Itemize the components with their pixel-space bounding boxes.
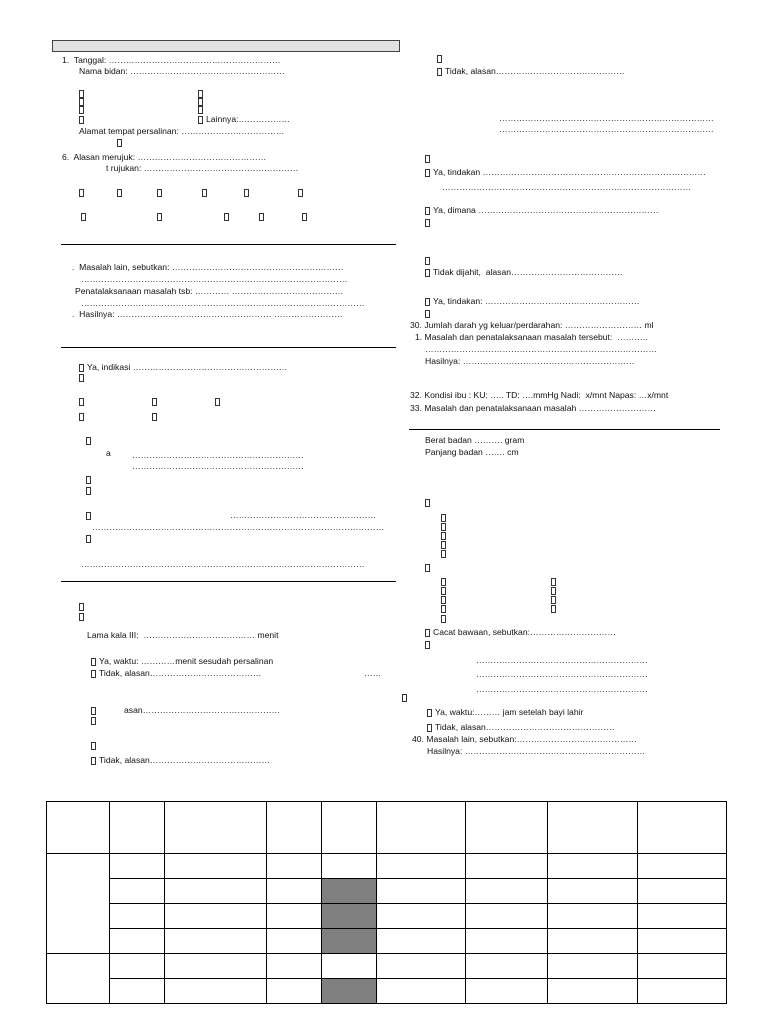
checkbox[interactable] (86, 487, 91, 495)
form-header-bar (52, 40, 400, 52)
table-header-row (47, 802, 727, 854)
table-row (47, 979, 727, 1004)
masalah-33-field: 33. Masalah dan penatalaksanaan masalah ……………………… (410, 403, 656, 413)
tidak-alasan-field: Tidak, alasan………………………………… (99, 668, 262, 678)
table-cell[interactable] (548, 904, 638, 929)
table-cell (548, 802, 638, 854)
table-cell[interactable] (548, 929, 638, 954)
tempat-rujukan-field: t rujukan: ……………………………………………… (106, 163, 299, 173)
table-cell[interactable] (110, 979, 165, 1004)
section-divider (61, 347, 396, 348)
checkbox[interactable] (79, 413, 84, 421)
dotted-line: …… (364, 668, 382, 678)
tanggal-field: 1. Tanggal: …………………………………………………… (62, 55, 281, 65)
checkbox[interactable] (157, 213, 162, 221)
checkbox[interactable] (79, 398, 84, 406)
masalah-lain-40-field: 40. Masalah lain, sebutkan:…………………………………… (412, 734, 637, 744)
checkbox[interactable] (79, 98, 84, 106)
checkbox[interactable] (91, 717, 96, 725)
checkbox[interactable] (441, 523, 446, 531)
checkbox[interactable] (425, 219, 430, 227)
checkbox[interactable] (244, 189, 249, 197)
checkbox[interactable] (298, 189, 303, 197)
jumlah-darah-field: 30. Jumlah darah yg keluar/perdarahan: ……………………… ml (410, 320, 654, 330)
monitoring-table (46, 801, 727, 1004)
table-cell[interactable] (165, 879, 267, 904)
checkbox[interactable] (551, 587, 556, 595)
alasan-merujuk-field: 6. Alasan merujuk: ……………………………………… (62, 152, 267, 162)
alamat-persalinan-field: Alamat tempat persalinan: ……………………………… (79, 126, 285, 136)
panjang-badan-field: Panjang badan ……. cm (425, 447, 519, 457)
checkbox[interactable] (427, 709, 432, 717)
item-a-label: a (106, 448, 111, 458)
checkbox[interactable] (86, 512, 91, 520)
kondisi-ibu-field: 32. Kondisi ibu : KU: ….. TD: ….mmHg Nadi: x/mnt Napas: …x/mnt (410, 390, 669, 400)
checkbox[interactable] (425, 564, 430, 572)
checkbox[interactable] (551, 596, 556, 604)
table-cell (110, 802, 165, 854)
tidak-dijahit-field: Tidak dijahit, alasan………………………………… (433, 267, 623, 277)
checkbox[interactable] (551, 578, 556, 586)
checkbox[interactable] (425, 155, 430, 163)
checkbox[interactable] (427, 724, 432, 732)
table-cell-shaded (322, 879, 377, 904)
checkbox[interactable] (402, 694, 407, 702)
lainnya-field: Lainnya:……………… (206, 114, 291, 124)
checkbox[interactable] (437, 55, 442, 63)
checkbox[interactable] (79, 116, 84, 124)
checkbox[interactable] (425, 499, 430, 507)
dotted-line: ……………………………………………………………………………………… (81, 298, 365, 308)
checkbox[interactable] (441, 550, 446, 558)
checkbox[interactable] (91, 742, 96, 750)
checkbox[interactable] (117, 189, 122, 197)
checkbox[interactable] (198, 116, 203, 124)
checkbox[interactable] (157, 189, 162, 197)
table-cell (165, 802, 267, 854)
dotted-line: ……………………………………………………………………… (425, 344, 658, 354)
table-cell-shaded (322, 904, 377, 929)
dotted-line: ………………………………………………………………………………………… (92, 522, 385, 532)
table-cell (377, 802, 466, 854)
checkbox[interactable] (425, 641, 430, 649)
checkbox[interactable] (441, 615, 446, 623)
dotted-line: ………………………………………………………………………………… (81, 274, 348, 284)
table-cell (47, 854, 110, 954)
table-cell[interactable] (267, 929, 322, 954)
checkbox[interactable] (202, 189, 207, 197)
table-cell[interactable] (377, 979, 466, 1004)
checkbox[interactable] (425, 257, 430, 265)
table-cell[interactable] (638, 929, 727, 954)
table-cell[interactable] (466, 854, 548, 879)
dotted-line: ………………………………………………………………… (499, 124, 714, 134)
table-row (47, 854, 727, 879)
checkbox[interactable] (425, 629, 430, 637)
table-cell (638, 802, 727, 854)
checkbox[interactable] (152, 398, 157, 406)
dotted-line: …………………………………………………… (132, 450, 304, 460)
dotted-line: …………………………………………………… (132, 461, 304, 471)
table-cell[interactable] (638, 879, 727, 904)
checkbox[interactable] (425, 298, 430, 306)
asan-field: asan………………………………………… (124, 705, 281, 715)
table-cell[interactable] (267, 854, 322, 879)
table-cell (47, 802, 110, 854)
table-row (47, 954, 727, 979)
table-cell[interactable] (466, 879, 548, 904)
ya-tindakan-2-field: Ya, tindakan: ……………………………………………… (433, 296, 640, 306)
table-cell[interactable] (267, 979, 322, 1004)
table-cell (47, 954, 110, 1004)
dotted-line: …………………………………………… (230, 510, 377, 520)
table-cell (466, 802, 548, 854)
tidak-alasan-field: Tidak, alasan……………………………………… (435, 722, 615, 732)
checkbox[interactable] (437, 68, 442, 76)
hasilnya-40-field: Hasilnya: ……………………………………………………… (427, 746, 646, 756)
dotted-line: ………………………………………………………………… (499, 113, 714, 123)
table-cell[interactable] (165, 904, 267, 929)
ya-dimana-field: Ya, dimana ……………………………………………………… (433, 205, 659, 215)
table-cell[interactable] (377, 854, 466, 879)
checkbox[interactable] (441, 541, 446, 549)
checkbox[interactable] (91, 670, 96, 678)
ya-indikasi-field: Ya, indikasi ……………………………………………… (87, 362, 288, 372)
section-divider (409, 429, 720, 430)
checkbox[interactable] (91, 658, 96, 666)
checkbox[interactable] (441, 587, 446, 595)
dotted-line: …………………………………………………… (476, 669, 648, 679)
checkbox[interactable] (198, 98, 203, 106)
checkbox[interactable] (224, 213, 229, 221)
table-cell[interactable] (466, 904, 548, 929)
checkbox[interactable] (117, 139, 122, 147)
table-cell[interactable] (548, 854, 638, 879)
hasilnya-field: Hasilnya: …………………………………………………… (425, 356, 635, 366)
table-cell[interactable] (466, 954, 548, 979)
checkbox[interactable] (551, 605, 556, 613)
dotted-line: ……………………………………………………………………………………… (81, 559, 365, 569)
checkbox[interactable] (441, 514, 446, 522)
cacat-bawaan-field: Cacat bawaan, sebutkan:………………………… (433, 627, 616, 637)
checkbox[interactable] (425, 169, 430, 177)
table-cell[interactable] (377, 879, 466, 904)
table-row (47, 879, 727, 904)
table-cell[interactable] (548, 954, 638, 979)
table-cell (267, 802, 322, 854)
table-cell[interactable] (165, 929, 267, 954)
table-row (47, 904, 727, 929)
table-row (47, 929, 727, 954)
checkbox[interactable] (79, 364, 84, 372)
table-cell[interactable] (110, 929, 165, 954)
checkbox[interactable] (198, 106, 203, 114)
checkbox[interactable] (441, 532, 446, 540)
table-cell[interactable] (377, 904, 466, 929)
tidak-alasan-field: Tidak, alasan…………………………………… (99, 755, 271, 765)
section-divider (61, 244, 396, 245)
table-cell[interactable] (165, 954, 267, 979)
table-cell[interactable] (322, 854, 377, 879)
table-cell-shaded (322, 979, 377, 1004)
checkbox[interactable] (425, 310, 430, 318)
checkbox[interactable] (91, 707, 96, 715)
table-cell[interactable] (110, 954, 165, 979)
dotted-line: …………………………………………………… (476, 684, 648, 694)
table-cell[interactable] (267, 954, 322, 979)
checkbox[interactable] (86, 437, 91, 445)
checkbox[interactable] (86, 535, 91, 543)
table-cell[interactable] (110, 879, 165, 904)
dotted-line: …………………………………………………………………………… (442, 182, 692, 192)
checkbox[interactable] (152, 413, 157, 421)
checkbox[interactable] (259, 213, 264, 221)
checkbox[interactable] (425, 269, 430, 277)
checkbox[interactable] (79, 603, 84, 611)
table-cell[interactable] (267, 904, 322, 929)
table-cell[interactable] (548, 879, 638, 904)
checkbox[interactable] (302, 213, 307, 221)
penatalaksanaan-field: Penatalaksanaan masalah tsb: ………… ………………………………… (75, 286, 344, 296)
table-cell[interactable] (638, 904, 727, 929)
dotted-line: …………………………………………………… (476, 655, 648, 665)
checkbox[interactable] (79, 90, 84, 98)
table-cell[interactable] (377, 929, 466, 954)
berat-badan-field: Berat badan ………. gram (425, 435, 525, 445)
table-cell[interactable] (548, 979, 638, 1004)
table-cell[interactable] (377, 954, 466, 979)
table-cell[interactable] (466, 979, 548, 1004)
table-cell (322, 802, 377, 854)
table-cell[interactable] (638, 954, 727, 979)
hasilnya-field: . Hasilnya: ……………………………………………… …………………… (72, 309, 343, 319)
section-divider (61, 581, 396, 582)
lama-kala-field: Lama kala III: ………………………………… menit (87, 630, 279, 640)
table-cell[interactable] (466, 929, 548, 954)
checkbox[interactable] (91, 757, 96, 765)
checkbox[interactable] (81, 213, 86, 221)
checkbox[interactable] (79, 374, 84, 382)
table-cell-shaded (322, 929, 377, 954)
checkbox[interactable] (79, 106, 84, 114)
table-cell[interactable] (110, 904, 165, 929)
tidak-alasan-field: Tidak, alasan……………………………………… (445, 66, 625, 76)
checkbox[interactable] (79, 189, 84, 197)
table-cell[interactable] (110, 854, 165, 879)
masalah-31-field: 1. Masalah dan penatalaksanaan masalah tersebut: ……….. (415, 332, 648, 342)
nama-bidan-field: Nama bidan: ……………………………………………… (79, 66, 285, 76)
checkbox[interactable] (215, 398, 220, 406)
checkbox[interactable] (86, 476, 91, 484)
ya-tindakan-field: Ya, tindakan …………………………………………………………………… (433, 167, 706, 177)
table-cell[interactable] (638, 854, 727, 879)
checkbox[interactable] (441, 578, 446, 586)
table-cell[interactable] (165, 854, 267, 879)
checkbox[interactable] (441, 605, 446, 613)
table-cell[interactable] (322, 954, 377, 979)
table-cell[interactable] (638, 979, 727, 1004)
table-cell[interactable] (267, 879, 322, 904)
ya-waktu-jam-field: Ya, waktu:……… jam setelah bayi lahir (435, 707, 584, 717)
masalah-lain-field: . Masalah lain, sebutkan: …………………………………………………… (72, 262, 344, 272)
table-cell[interactable] (165, 979, 267, 1004)
checkbox[interactable] (79, 613, 84, 621)
checkbox[interactable] (441, 596, 446, 604)
ya-waktu-field: Ya, waktu: …………menit sesudah persalinan (99, 656, 274, 666)
checkbox[interactable] (425, 207, 430, 215)
checkbox[interactable] (198, 90, 203, 98)
